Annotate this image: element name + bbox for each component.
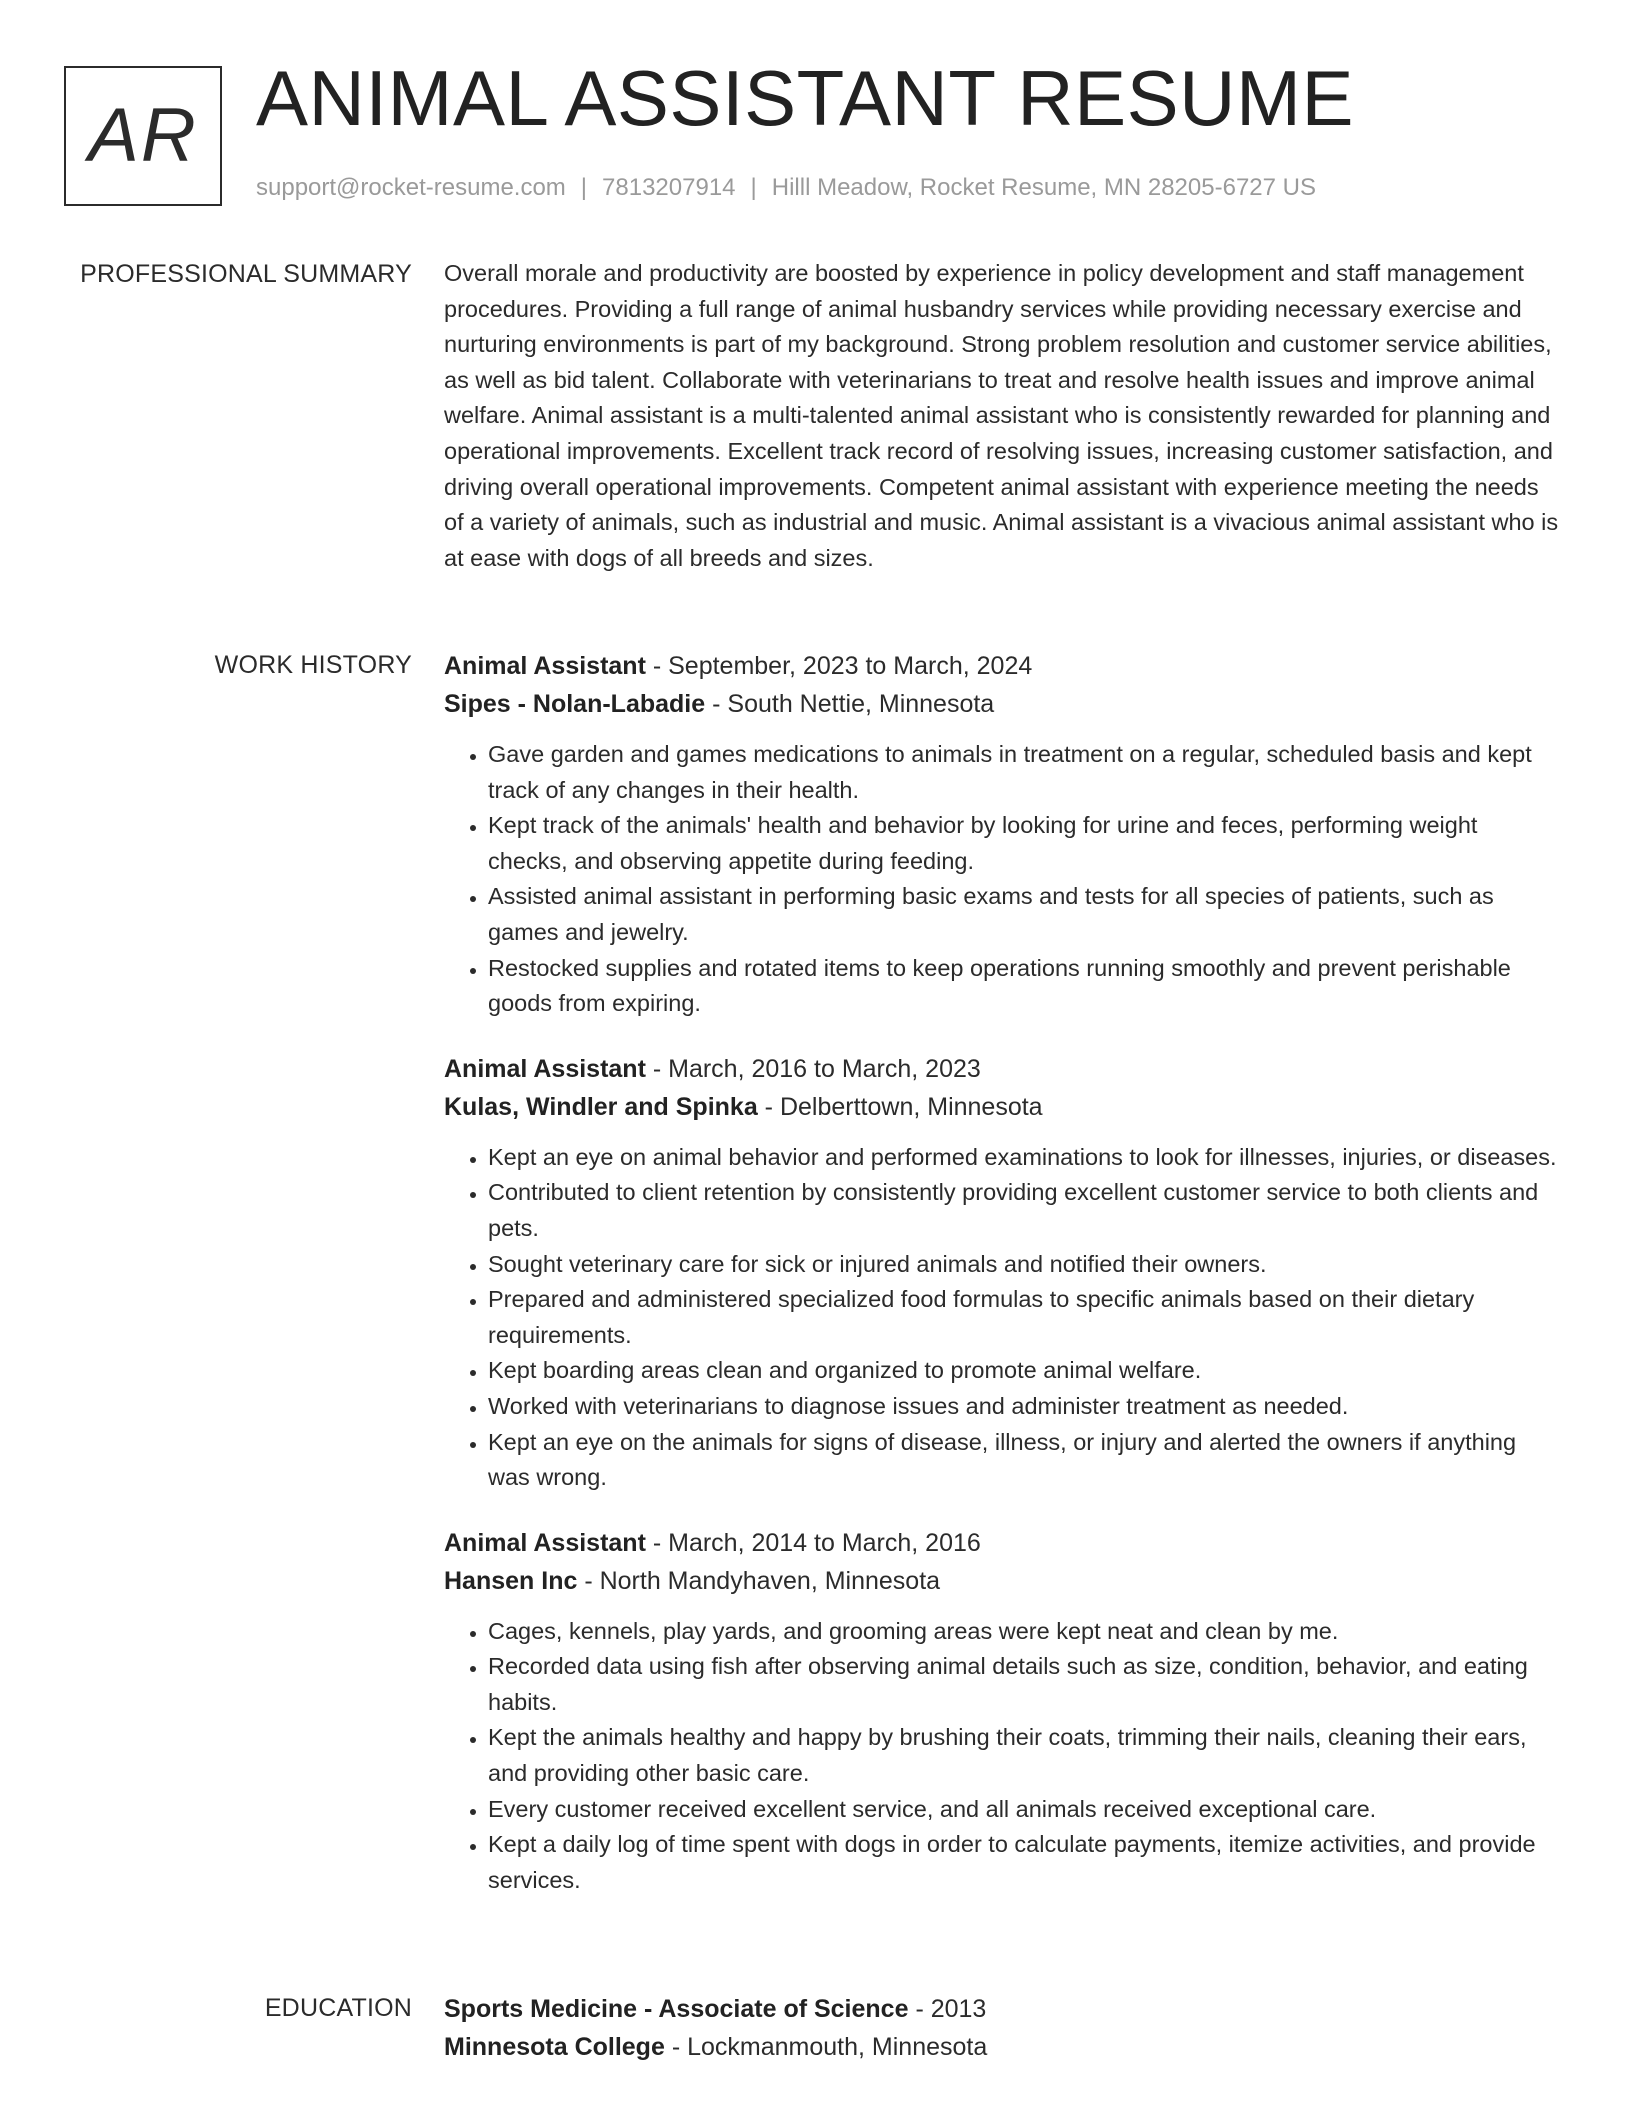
education-year: - 2013 bbox=[908, 1995, 987, 2023]
work-history-body bbox=[444, 647, 1560, 1926]
job-bullet: • Sought veterinary care for sick or injured animals and notified their owners. bbox=[488, 1247, 1560, 1283]
job-title: Animal Assistant bbox=[444, 1528, 646, 1557]
contact-line bbox=[256, 174, 1316, 203]
job-bullet: • Kept boarding areas clean and organized to promote animal welfare. bbox=[488, 1353, 1560, 1389]
job-bullets bbox=[444, 1140, 1560, 1496]
job-bullet: • Contributed to client retention by consistently providing excellent customer service to both clients and pets. bbox=[488, 1175, 1560, 1246]
job-bullet: • Kept track of the animals' health and behavior by looking for urine and feces, performing weight checks, and observing appetite during feeding. bbox=[488, 808, 1560, 879]
summary-body bbox=[444, 256, 1560, 576]
contact-phone: 7813207914 bbox=[602, 174, 736, 201]
job-company-line bbox=[444, 685, 1560, 723]
job-dates: - September, 2023 to March, 2024 bbox=[645, 652, 1033, 680]
work-history-heading: WORK HISTORY bbox=[214, 651, 412, 679]
job-bullet: • Every customer received excellent service, and all animals received exceptional care. bbox=[488, 1792, 1560, 1828]
resume-title: ANIMAL ASSISTANT RESUME bbox=[256, 54, 1354, 142]
job-bullet: • Cages, kennels, play yards, and grooming areas were kept neat and clean by me. bbox=[488, 1614, 1560, 1650]
education-body bbox=[444, 1990, 1560, 2066]
education-heading: EDUCATION bbox=[264, 1994, 412, 2022]
contact-address: Hilll Meadow, Rocket Resume, MN 28205-6727 US bbox=[771, 174, 1316, 201]
job-title-line bbox=[444, 1050, 1560, 1088]
monogram-initials: AR bbox=[88, 93, 198, 178]
contact-email: support@rocket-resume.com bbox=[256, 174, 566, 201]
job-location: - South Nettie, Minnesota bbox=[705, 690, 995, 718]
education-degree: Sports Medicine - Associate of Science bbox=[444, 1995, 909, 2023]
job-bullet: • Prepared and administered specialized food formulas to specific animals based on their dietary requirements. bbox=[488, 1282, 1560, 1353]
job-entry bbox=[444, 1050, 1560, 1496]
job-bullet: • Kept an eye on the animals for signs of disease, illness, or injury and alerted the owners if anything was wrong. bbox=[488, 1425, 1560, 1496]
job-bullet: • Kept an eye on animal behavior and performed examinations to look for illnesses, injuries, or diseases. bbox=[488, 1140, 1560, 1176]
job-bullet: • Assisted animal assistant in performing basic exams and tests for all species of patients, such as games and jewelry. bbox=[488, 879, 1560, 950]
job-bullet: • Kept the animals healthy and happy by brushing their coats, trimming their nails, cleaning their ears, and providing other basic care. bbox=[488, 1720, 1560, 1791]
job-entry bbox=[444, 647, 1560, 1022]
summary-text: Overall morale and productivity are boosted by experience in policy development and staff management procedures. Providing a full range of animal husbandry services while providing necessary exercise and nurturing environments is part of my background. Strong problem resolution and customer service abilities, as well as bid talent. Collaborate with veterinarians to treat and resolve health issues and improve animal welfare. Animal assistant is a multi-talented animal assistant who is consistently rewarded for planning and operational improvements. Excellent track record of resolving issues, increasing customer satisfaction, and driving overall operational improvements. Competent animal assistant with experience meeting the needs of a variety of animals, such as industrial and music. Animal assistant is a vivacious animal assistant who is at ease with dogs of all breeds and sizes. bbox=[444, 260, 1559, 571]
job-bullets bbox=[444, 1614, 1560, 1899]
job-company-line bbox=[444, 1088, 1560, 1126]
job-company: Hansen Inc bbox=[444, 1566, 578, 1595]
job-title: Animal Assistant bbox=[444, 1054, 646, 1083]
job-location: - North Mandyhaven, Minnesota bbox=[577, 1566, 941, 1595]
job-bullet: • Kept a daily log of time spent with dogs in order to calculate payments, itemize activities, and provide services. bbox=[488, 1827, 1560, 1898]
monogram-box bbox=[64, 66, 222, 206]
job-bullet: • Recorded data using fish after observing animal details such as size, condition, behavior, and eating habits. bbox=[488, 1649, 1560, 1720]
job-company: Sipes - Nolan-Labadie bbox=[444, 690, 706, 718]
education-degree-line bbox=[444, 1990, 1560, 2028]
education-school: Minnesota College bbox=[444, 2033, 665, 2061]
job-entry bbox=[444, 1524, 1560, 1899]
job-company: Kulas, Windler and Spinka bbox=[444, 1092, 758, 1121]
job-dates: - March, 2016 to March, 2023 bbox=[645, 1054, 981, 1083]
job-title-line bbox=[444, 1524, 1560, 1562]
job-bullets bbox=[444, 737, 1560, 1022]
job-title-line bbox=[444, 647, 1560, 685]
job-dates: - March, 2014 to March, 2016 bbox=[645, 1528, 981, 1557]
summary-heading: PROFESSIONAL SUMMARY bbox=[80, 260, 412, 288]
education-location: - Lockmanmouth, Minnesota bbox=[664, 2033, 988, 2061]
job-title: Animal Assistant bbox=[444, 652, 646, 680]
job-bullet: • Worked with veterinarians to diagnose issues and administer treatment as needed. bbox=[488, 1389, 1560, 1425]
education-school-line bbox=[444, 2028, 1560, 2066]
contact-separator: | bbox=[750, 174, 757, 201]
job-location: - Delberttown, Minnesota bbox=[757, 1092, 1043, 1121]
job-bullet: • Gave garden and games medications to animals in treatment on a regular, scheduled basis and kept track of any changes in their health. bbox=[488, 737, 1560, 808]
contact-separator: | bbox=[580, 174, 588, 201]
job-bullet: • Restocked supplies and rotated items to keep operations running smoothly and prevent perishable goods from expiring. bbox=[488, 951, 1560, 1022]
job-company-line bbox=[444, 1562, 1560, 1600]
